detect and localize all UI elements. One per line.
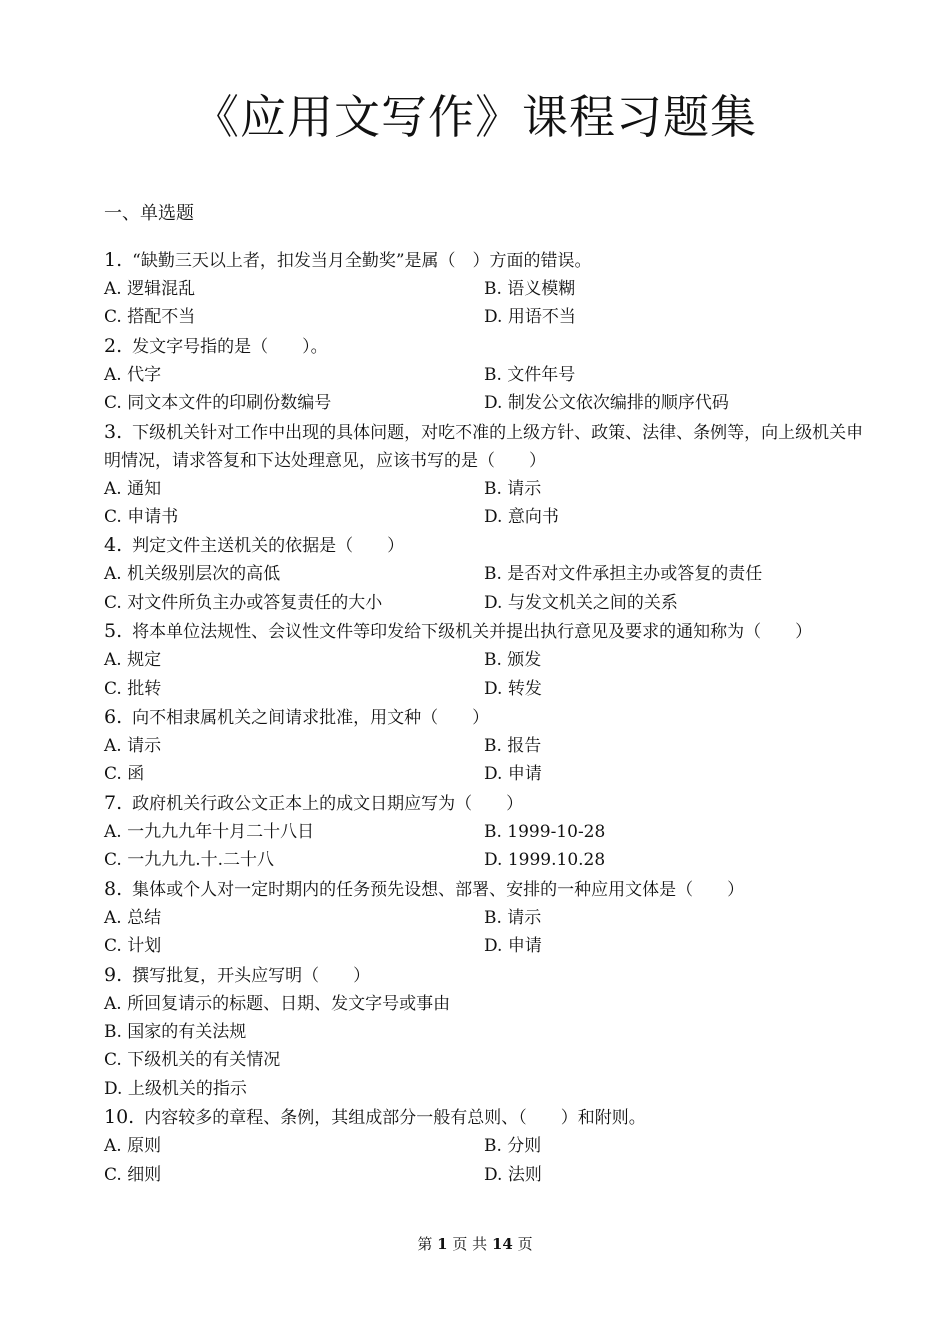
- option-group: [104, 818, 864, 875]
- answer-option: C. 搭配不当: [104, 307, 196, 328]
- answer-option: C. 批转: [104, 678, 162, 699]
- option-group: [104, 560, 864, 617]
- question-list: [104, 246, 864, 1189]
- question-number: 5.: [104, 620, 123, 643]
- question-number: 1.: [104, 249, 123, 271]
- question-number: 7.: [104, 791, 123, 814]
- question-stem: [104, 332, 864, 361]
- option-group: [104, 361, 864, 418]
- option-group: [104, 275, 864, 332]
- question-text: 政府机关行政公文正本上的成文日期应写为（ ）: [132, 793, 524, 814]
- question-number: 10.: [104, 1106, 135, 1129]
- answer-option: B. 请示: [484, 478, 542, 499]
- option-group: [104, 904, 864, 961]
- answer-option: B. 请示: [484, 907, 542, 928]
- question-text: 内容较多的章程、条例，其组成部分一般有总则、（ ）和附则。: [144, 1108, 646, 1129]
- answer-option: B. 颁发: [484, 650, 542, 671]
- footer-prefix: 第: [417, 1235, 433, 1253]
- question-stem: [104, 703, 864, 732]
- question-stem: [104, 961, 864, 990]
- question-text: 撰写批复，开头应写明（ ）: [132, 965, 371, 986]
- answer-option: A. 请示: [104, 736, 162, 757]
- answer-option: A. 通知: [104, 478, 162, 499]
- answer-option: B. 1999-10-28: [484, 821, 606, 842]
- question-number: 8.: [104, 877, 123, 900]
- answer-option: D. 转发: [484, 678, 542, 699]
- answer-option: C. 同文本文件的印刷份数编号: [104, 393, 332, 414]
- document-title: 《应用文写作》课程习题集: [193, 90, 757, 144]
- question-item: [104, 332, 864, 418]
- question-stem: [104, 789, 864, 818]
- answer-option: C. 申请书: [104, 507, 179, 528]
- question-text: 将本单位法规性、会议性文件等印发给下级机关并提出执行意见及要求的通知称为（ ）: [132, 622, 813, 643]
- answer-option: D. 用语不当: [484, 307, 576, 328]
- question-item: [104, 418, 864, 532]
- question-number: 6.: [104, 706, 123, 729]
- answer-option: C. 对文件所负主办或答复责任的大小: [104, 592, 383, 613]
- answer-option: D. 1999.10.28: [484, 850, 606, 871]
- section-title: 一、单选题: [104, 203, 194, 224]
- answer-option: D. 上级机关的指示: [104, 1078, 247, 1099]
- question-number: 4.: [104, 534, 123, 557]
- answer-option: C. 细则: [104, 1164, 162, 1185]
- answer-option: D. 制发公文依次编排的顺序代码: [484, 393, 729, 414]
- page-footer: [0, 1233, 950, 1255]
- footer-page-number: 1: [437, 1235, 448, 1253]
- answer-option: A. 规定: [104, 650, 162, 671]
- question-item: [104, 875, 864, 961]
- question-item: [104, 703, 864, 789]
- question-stem: [104, 1103, 864, 1132]
- answer-option: A. 逻辑混乱: [104, 279, 196, 299]
- answer-option: C. 计划: [104, 936, 162, 957]
- question-stem: [104, 418, 864, 475]
- question-item: [104, 617, 864, 703]
- answer-option: B. 报告: [484, 736, 542, 757]
- answer-option: A. 机关级别层次的高低: [104, 564, 281, 585]
- answer-option: B. 语义模糊: [484, 279, 576, 299]
- answer-option: D. 申请: [484, 764, 542, 785]
- question-item: [104, 961, 864, 1104]
- answer-option: A. 一九九九年十月二十八日: [104, 821, 315, 842]
- question-number: 9.: [104, 963, 123, 986]
- question-item: [104, 246, 864, 332]
- answer-option: D. 与发文机关之间的关系: [484, 592, 678, 613]
- footer-suffix: 页: [517, 1235, 533, 1253]
- option-group: [104, 732, 864, 789]
- question-stem: [104, 531, 864, 560]
- question-stem: [104, 617, 864, 646]
- answer-option: A. 总结: [104, 907, 162, 928]
- answer-option: C. 函: [104, 764, 145, 785]
- question-text: “缺勤三天以上者，扣发当月全勤奖”是属（ ）方面的错误。: [132, 251, 592, 271]
- option-group: [104, 475, 864, 532]
- answer-option: D. 申请: [484, 936, 542, 957]
- answer-option: A. 代字: [104, 364, 162, 385]
- answer-option: D. 意向书: [484, 507, 559, 528]
- question-number: 2.: [104, 334, 123, 357]
- footer-total-pages: 14: [491, 1235, 513, 1253]
- question-text: 集体或个人对一定时期内的任务预先设想、部署、安排的一种应用文体是（ ）: [132, 879, 745, 900]
- answer-option: C. 一九九九.十.二十八: [104, 850, 275, 871]
- question-stem: [104, 875, 864, 904]
- answer-option: A. 原则: [104, 1136, 162, 1157]
- answer-option: A. 所回复请示的标题、日期、发文字号或事由: [104, 993, 451, 1014]
- answer-option: D. 法则: [484, 1164, 542, 1185]
- answer-option: B. 文件年号: [484, 364, 576, 385]
- question-text: 判定文件主送机关的依据是（ ）: [132, 536, 405, 557]
- question-stem: [104, 246, 864, 275]
- option-group: [104, 646, 864, 703]
- question-text: 下级机关针对工作中出现的具体问题，对吃不准的上级方针、政策、法律、条例等，向上级机关申明情况，请求答复和下达处理意见，应该书写的是（ ）: [104, 422, 864, 471]
- footer-middle: 页 共: [452, 1235, 488, 1253]
- answer-option: B. 是否对文件承担主办或答复的责任: [484, 564, 763, 585]
- option-group: [104, 990, 864, 1104]
- question-number: 3.: [104, 420, 123, 443]
- answer-option: B. 分则: [484, 1136, 542, 1157]
- answer-option: B. 国家的有关法规: [104, 1021, 247, 1042]
- question-item: [104, 531, 864, 617]
- question-text: 发文字号指的是（ ）。: [132, 336, 328, 357]
- answer-option: C. 下级机关的有关情况: [104, 1050, 281, 1071]
- question-item: [104, 1103, 864, 1189]
- option-group: [104, 1132, 864, 1189]
- question-item: [104, 789, 864, 875]
- question-text: 向不相隶属机关之间请求批准，用文种（ ）: [132, 708, 490, 729]
